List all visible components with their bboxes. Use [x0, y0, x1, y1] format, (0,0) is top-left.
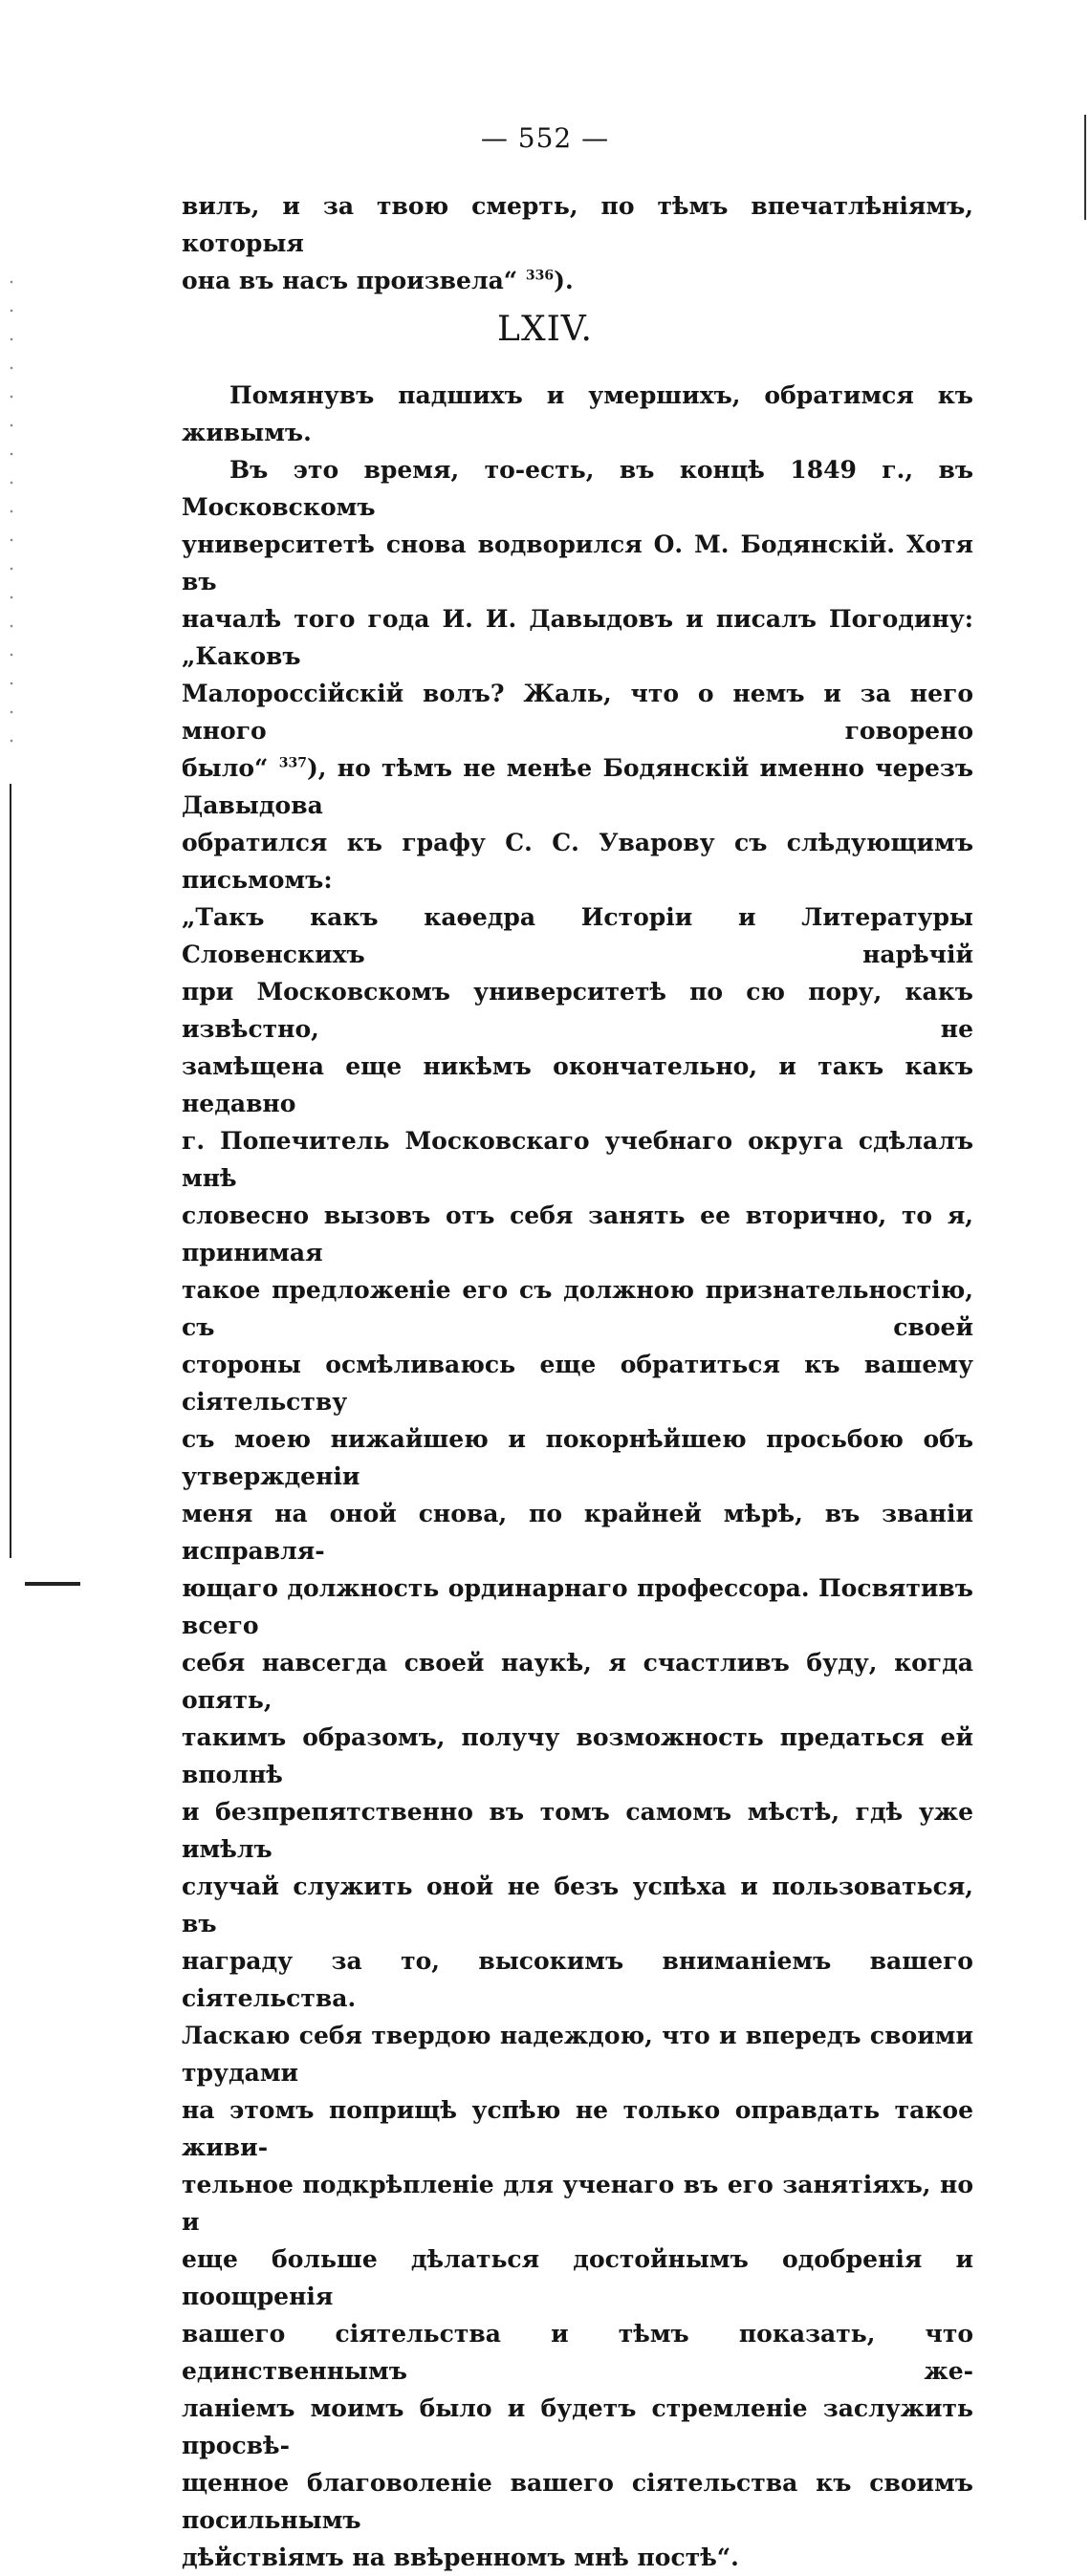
text-line: вилъ, и за твою смерть, по тѣмъ впечатлѣніямъ, которыя: [182, 192, 973, 257]
left-margin-rule: [10, 784, 11, 1558]
text-line: вашего сіятельства и тѣмъ показать, что единственнымъ же-: [182, 2320, 973, 2385]
text-line: началѣ того года И. И. Давыдовъ и писалъ Погодину: „Каковъ: [182, 605, 973, 670]
text-line: дѣйствіямъ на ввѣренномъ мнѣ постѣ“.: [182, 2544, 739, 2571]
text-line: себя навсегда своей наукѣ, я счастливъ буду, когда опять,: [182, 1649, 973, 1714]
text-line: словесно вызовъ отъ себя занять ее вторично, то я, принимая: [182, 1201, 973, 1266]
text-line: щенное благоволеніе вашего сіятельства къ своимъ посильнымъ: [182, 2469, 973, 2534]
text-line: г. Попечитель Московскаго учебнаго округа сдѣлалъ мнѣ: [182, 1127, 973, 1192]
text-fragment: она въ насъ произвела“: [182, 267, 526, 294]
footnote-ref-336: 336: [525, 268, 555, 284]
text-line: такимъ образомъ, получу возможность предаться ей вполнѣ: [182, 1723, 973, 1788]
carry-over-text: [182, 187, 973, 299]
text-line: съ моею нижайшею и покорнѣйшею просьбою объ утвержденіи: [182, 1425, 973, 1490]
text-line: при Московскомъ университетѣ по сю пору, какъ извѣстно, не: [182, 978, 973, 1043]
text-line: стороны осмѣливаюсь еще обратиться къ вашему сіятельству: [182, 1351, 973, 1416]
text-fragment: ).: [554, 267, 574, 294]
text-line: ланіемъ моимъ было и будетъ стремленіе заслужить просвѣ-: [182, 2394, 973, 2459]
text-line: на этомъ поприщѣ успѣю не только оправдать такое живи-: [182, 2096, 973, 2161]
text-line: награду за то, высокимъ вниманіемъ вашего сіятельства.: [182, 1947, 973, 2012]
body-text: [182, 377, 973, 2576]
text-line: ющаго должность ординарнаго профессора. Посвятивъ всего: [182, 1574, 973, 1639]
text-line: [182, 262, 973, 299]
opening-sentence: Помянувъ падшихъ и умершихъ, обратимся къ живымъ.: [182, 381, 973, 446]
text-line: меня на оной снова, по крайней мѣрѣ, въ званіи исправля-: [182, 1500, 973, 1565]
text-line: и безпрепятственно въ томъ самомъ мѣстѣ, гдѣ уже имѣлъ: [182, 1798, 973, 1863]
text-line: еще больше дѣлаться достойнымъ одобренія и поощренія: [182, 2245, 973, 2310]
left-margin-dash: [25, 1582, 80, 1586]
footnote-ref-337: 337: [278, 755, 307, 771]
page-number: — 552 —: [480, 122, 610, 154]
text-fragment: ), но тѣмъ не менѣе Бодянскій именно черезъ Давыдова: [182, 754, 973, 819]
text-line: [182, 749, 973, 824]
text-line: случай служить оной не безъ успѣха и пользоваться, въ: [182, 1872, 973, 1937]
text-line: такое предложеніе его съ должною признательностію, съ своей: [182, 1276, 973, 1341]
text-line: Малороссійскій волъ? Жаль, что о немъ и за него много говорено: [182, 680, 973, 745]
text-fragment: было“: [182, 754, 279, 782]
text-line: Въ это время, то-есть, въ концѣ 1849 г., въ Московскомъ: [182, 456, 973, 521]
text-line: университетѣ снова водворился О. М. Бодянскій. Хотя въ: [182, 530, 973, 595]
text-line: Ласкаю себя твердою надеждою, что и впередъ своими трудами: [182, 2022, 973, 2087]
text-line: обратился къ графу С. С. Уварову съ слѣдующимъ письмомъ:: [182, 829, 973, 894]
text-line: „Такъ какъ каѳедра Исторіи и Литературы Словенскихъ нарѣчій: [182, 903, 973, 968]
text-line: замѣщена еще никѣмъ окончательно, и такъ какъ недавно: [182, 1052, 973, 1117]
text-line: тельное подкрѣпленіе для ученаго въ его занятіяхъ, но и: [182, 2171, 973, 2236]
chapter-heading: LXIV.: [497, 310, 593, 349]
